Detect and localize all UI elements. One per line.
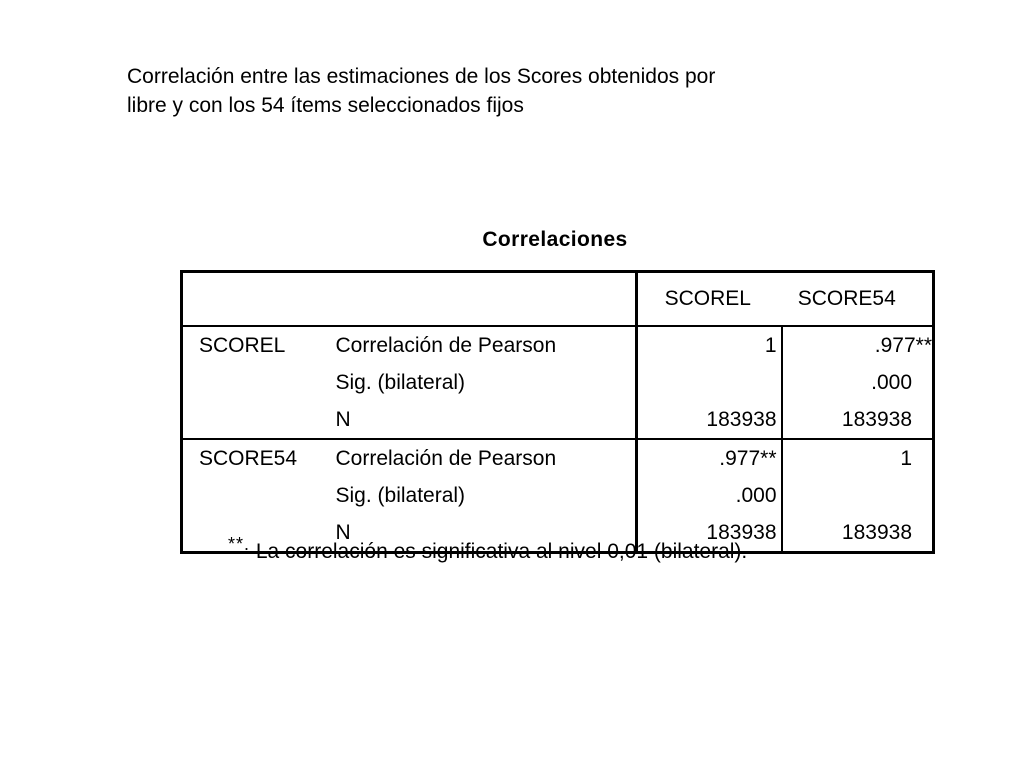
table-cell: 1: [782, 439, 934, 477]
row-stat-label: Correlación de Pearson: [334, 439, 637, 477]
table-footnote: [228, 534, 748, 564]
footnote-text: La correlación es significativa al nivel 0,01 (bilateral).: [250, 540, 748, 563]
table-row: [182, 401, 934, 439]
table-cell: 183938: [637, 514, 782, 553]
table-cell: [782, 477, 934, 514]
heading-line-1: Correlación entre las estimaciones de los Scores obtenidos por: [127, 65, 716, 88]
row-stat-label: Sig. (bilateral): [334, 364, 637, 401]
row-variable-label: [182, 401, 334, 439]
table-cell: 183938: [637, 401, 782, 439]
header-empty-cell: [182, 272, 334, 327]
row-stat-label: Sig. (bilateral): [334, 477, 637, 514]
table-header-row: [182, 272, 934, 327]
row-variable-label: SCOREL: [182, 326, 334, 364]
table-cell: 1: [637, 326, 782, 364]
table-row: [182, 364, 934, 401]
row-variable-label: [182, 364, 334, 401]
table-row: [182, 326, 934, 364]
heading-line-2: libre y con los 54 ítems seleccionados fijos: [127, 94, 524, 117]
table-cell: [637, 364, 782, 401]
table-cell: 183938: [841, 408, 912, 431]
correlations-table: [180, 270, 935, 554]
footnote-mark: **.: [228, 534, 251, 554]
page-heading: [127, 62, 887, 120]
table-cell: 183938: [841, 521, 912, 544]
column-header-score54: SCORE54: [797, 287, 896, 310]
table-cell: .000: [637, 477, 782, 514]
table-row: [182, 477, 934, 514]
table-cell: .977**: [637, 439, 782, 477]
table-cell: .000: [871, 371, 912, 394]
table-row: [182, 439, 934, 477]
table-title: Correlaciones: [482, 228, 628, 251]
header-empty-cell: [334, 272, 637, 327]
row-variable-label: [182, 477, 334, 514]
row-stat-label: Correlación de Pearson: [334, 326, 637, 364]
row-stat-label: N: [334, 401, 637, 439]
column-header-scorel: SCOREL: [664, 287, 751, 310]
table-cell: .977**: [782, 326, 934, 364]
row-stat-label: N: [334, 514, 637, 553]
row-variable-label: SCORE54: [182, 439, 334, 477]
